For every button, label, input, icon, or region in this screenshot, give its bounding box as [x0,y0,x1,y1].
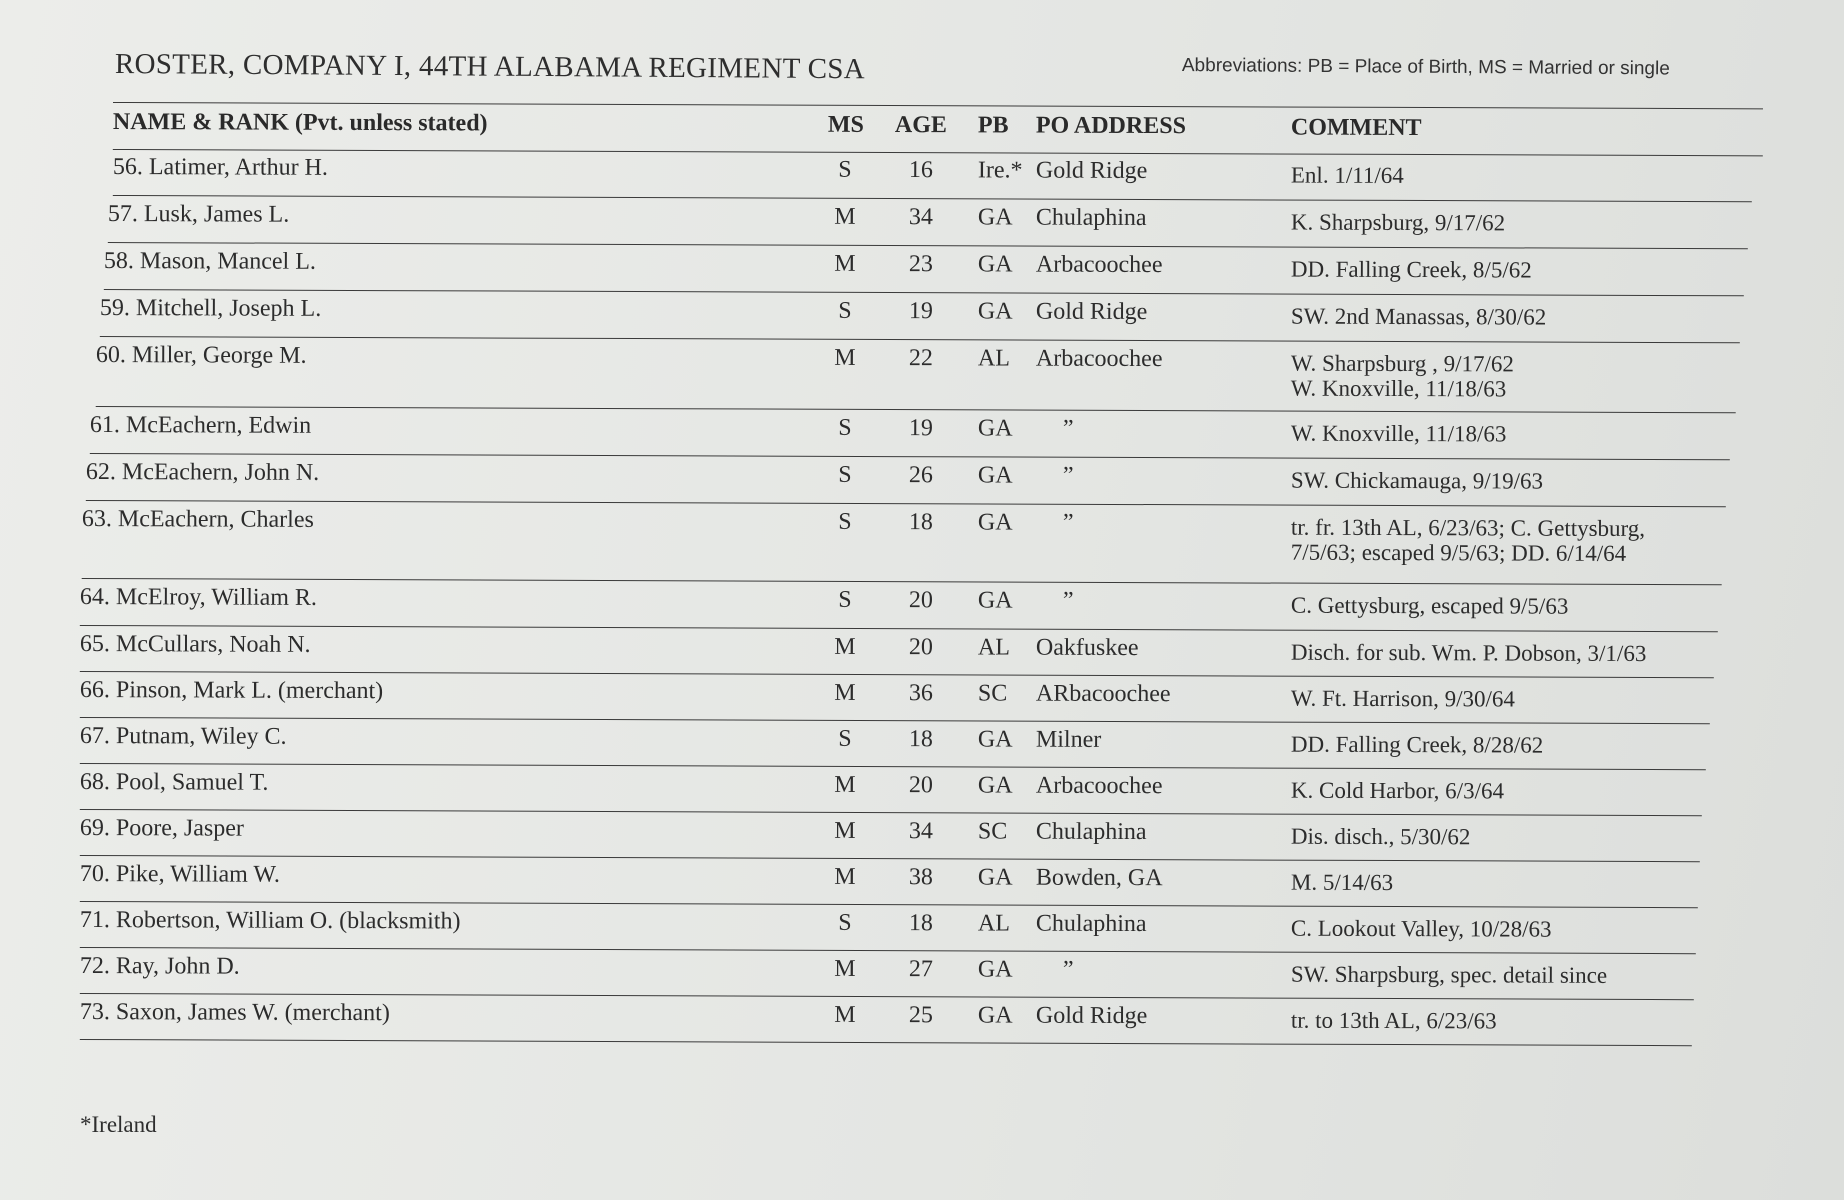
comment-line: tr. fr. 13th AL, 6/23/63; C. Gettysburg, [1290,514,1646,542]
comment-line: DD. Falling Creek, 8/28/62 [1290,731,1544,758]
header-po-address: PO ADDRESS [1035,112,1187,140]
comment-line: Disch. for sub. Wm. P. Dobson, 3/1/63 [1290,639,1647,667]
table-row [90,406,1730,460]
cell-ms: S [838,725,852,752]
cell-pb: GA [977,726,1013,753]
table-row [108,195,1748,249]
cell-po-address: Gold Ridge [1035,157,1148,184]
cell-age: 19 [908,415,933,442]
cell-name-rank: 59. Mitchell, Joseph L. [99,294,322,322]
cell-age: 18 [908,726,933,753]
table-row [80,671,1710,724]
comment-line: K. Sharpsburg, 9/17/62 [1290,209,1506,236]
cell-age: 18 [908,910,933,937]
cell-ms: S [838,586,852,613]
table-row [113,148,1752,202]
cell-age: 25 [908,1002,933,1029]
cell-ms: M [834,344,856,371]
page-title: ROSTER, COMPANY I, 44TH ALABAMA REGIMENT CSA [114,48,866,86]
cell-comment [1291,778,1504,804]
cell-po-address: Arbacoochee [1035,251,1163,279]
cell-pb: GA [977,298,1013,325]
cell-comment [1291,351,1514,402]
cell-pb: GA [977,864,1013,891]
comment-line: SW. 2nd Manassas, 8/30/62 [1290,303,1547,330]
table-row [104,242,1744,296]
cell-pb: GA [977,1002,1013,1029]
cell-po-address: Bowden, GA [1035,864,1163,892]
cell-name-rank: 66. Pinson, Mark L. (merchant) [79,676,384,705]
cell-pb: GA [977,509,1013,536]
cell-po-address: Arbacoochee [1035,772,1163,800]
comment-line: Dis. disch., 5/30/62 [1290,823,1471,850]
cell-po-address: Oakfuskee [1035,634,1139,662]
cell-age: 18 [908,509,933,536]
header-age: AGE [894,112,947,139]
cell-name-rank: 73. Saxon, James W. (merchant) [79,998,390,1027]
cell-pb: GA [977,462,1013,489]
cell-comment [1291,593,1569,619]
cell-po-address: Arbacoochee [1035,345,1163,373]
cell-comment [1291,916,1552,942]
cell-pb: SC [977,818,1008,845]
cell-name-rank: 62. McEachern, John N. [85,458,320,486]
table-row [80,993,1692,1046]
cell-pb: GA [977,587,1013,614]
cell-age: 27 [908,956,933,983]
cell-pb: AL [977,634,1010,661]
comment-line: M. 5/14/63 [1290,869,1394,896]
cell-comment [1291,640,1647,666]
cell-po-address: Chulaphina [1035,910,1147,938]
cell-pb: GA [977,772,1013,799]
cell-age: 23 [908,251,933,278]
header-name: NAME & RANK (Pvt. unless stated) [112,108,488,137]
cell-name-rank: 58. Mason, Mancel L. [103,247,316,275]
cell-comment [1291,515,1645,566]
cell-name-rank: 68. Pool, Samuel T. [79,768,269,796]
cell-po-address: ” [1062,415,1074,442]
table-row [80,717,1706,770]
comment-line: 7/5/63; escaped 9/5/63; DD. 6/14/64 [1290,539,1627,566]
cell-ms: M [834,817,856,844]
cell-pb: GA [977,415,1013,442]
cell-po-address: Chulaphina [1035,818,1147,846]
cell-comment [1291,870,1393,895]
cell-name-rank: 56. Latimer, Arthur H. [112,153,328,181]
cell-ms: M [834,771,856,798]
cell-ms: M [834,1001,856,1028]
comment-line: SW. Sharpsburg, spec. detail since [1290,961,1608,988]
header-pb: PB [977,112,1009,139]
abbreviations-note: Abbreviations: PB = Place of Birth, MS = Married or single [1181,55,1670,80]
cell-age: 22 [908,345,933,372]
cell-pb: GA [977,204,1013,231]
table-row [82,500,1722,585]
cell-comment [1291,1008,1497,1034]
cell-po-address: Milner [1035,726,1102,753]
comment-line: Enl. 1/11/64 [1290,162,1404,188]
cell-po-address: ” [1062,509,1074,536]
cell-po-address: ” [1062,462,1074,489]
footnote: *Ireland [80,1112,157,1137]
cell-name-rank: 72. Ray, John D. [79,952,240,980]
cell-po-address: Chulaphina [1035,204,1147,231]
cell-ms: M [834,863,856,890]
cell-name-rank: 61. McEachern, Edwin [89,411,312,439]
comment-line: SW. Chickamauga, 9/19/63 [1290,467,1544,494]
comment-line: W. Sharpsburg , 9/17/62 [1290,350,1514,377]
cell-ms: S [838,414,852,441]
cell-comment [1291,421,1507,447]
cell-po-address: Gold Ridge [1035,1002,1148,1030]
cell-age: 20 [908,587,933,614]
cell-comment [1291,824,1471,850]
cell-ms: S [838,909,852,936]
cell-comment [1291,257,1532,283]
table-row [80,809,1700,862]
cell-comment [1291,163,1404,188]
cell-ms: M [834,633,856,660]
comment-line: W. Knoxville, 11/18/63 [1290,375,1507,402]
cell-age: 36 [908,680,933,707]
cell-ms: M [834,250,856,277]
cell-age: 26 [908,462,933,489]
table-row [80,855,1698,908]
cell-pb: Ire.* [977,157,1023,184]
comment-line: C. Gettysburg, escaped 9/5/63 [1290,592,1569,619]
cell-pb: AL [977,910,1010,937]
cell-age: 34 [908,204,933,231]
cell-po-address: Gold Ridge [1035,298,1148,326]
cell-age: 16 [908,157,933,184]
cell-ms: M [834,203,856,230]
header-comment: COMMENT [1290,114,1422,142]
cell-comment [1291,686,1515,712]
cell-comment [1291,304,1546,330]
cell-ms: S [838,156,852,183]
cell-name-rank: 57. Lusk, James L. [107,200,290,228]
cell-pb: GA [977,251,1013,278]
table-row [80,578,1718,632]
cell-comment [1291,732,1543,758]
cell-name-rank: 70. Pike, William W. [79,860,280,888]
cell-ms: S [838,461,852,488]
cell-ms: M [834,679,856,706]
cell-pb: SC [977,680,1008,707]
comment-line: tr. to 13th AL, 6/23/63 [1290,1007,1497,1034]
comment-line: K. Cold Harbor, 6/3/64 [1290,777,1505,804]
table-row [80,901,1696,954]
cell-name-rank: 63. McEachern, Charles [81,505,314,533]
cell-pb: AL [977,345,1010,372]
header-ms: MS [827,111,864,138]
table-row [80,947,1694,1000]
cell-age: 34 [908,818,933,845]
cell-age: 19 [908,298,933,325]
cell-age: 20 [908,634,933,661]
table-row [96,336,1736,413]
comment-line: W. Knoxville, 11/18/63 [1290,420,1507,447]
cell-ms: S [838,297,852,324]
cell-po-address: ARbacoochee [1035,680,1171,708]
table-row [100,289,1740,343]
cell-comment [1291,962,1607,988]
table-row [86,453,1726,507]
cell-ms: M [834,955,856,982]
cell-age: 38 [908,864,933,891]
cell-comment [1291,210,1505,236]
cell-po-address: ” [1062,587,1074,614]
cell-name-rank: 71. Robertson, William O. (blacksmith) [79,906,461,935]
cell-ms: S [838,508,852,535]
table-row [80,763,1702,816]
cell-comment [1291,468,1543,494]
cell-name-rank: 64. McElroy, William R. [79,583,317,611]
cell-name-rank: 69. Poore, Jasper [79,814,244,842]
table-row [80,625,1714,678]
cell-name-rank: 67. Putnam, Wiley C. [79,722,287,750]
comment-line: W. Ft. Harrison, 9/30/64 [1290,685,1515,712]
cell-name-rank: 65. McCullars, Noah N. [79,630,311,658]
cell-age: 20 [908,772,933,799]
cell-pb: GA [977,956,1013,983]
cell-name-rank: 60. Miller, George M. [95,341,307,369]
comment-line: C. Lookout Valley, 10/28/63 [1290,915,1552,942]
comment-line: DD. Falling Creek, 8/5/62 [1290,256,1532,283]
cell-po-address: ” [1062,956,1074,983]
